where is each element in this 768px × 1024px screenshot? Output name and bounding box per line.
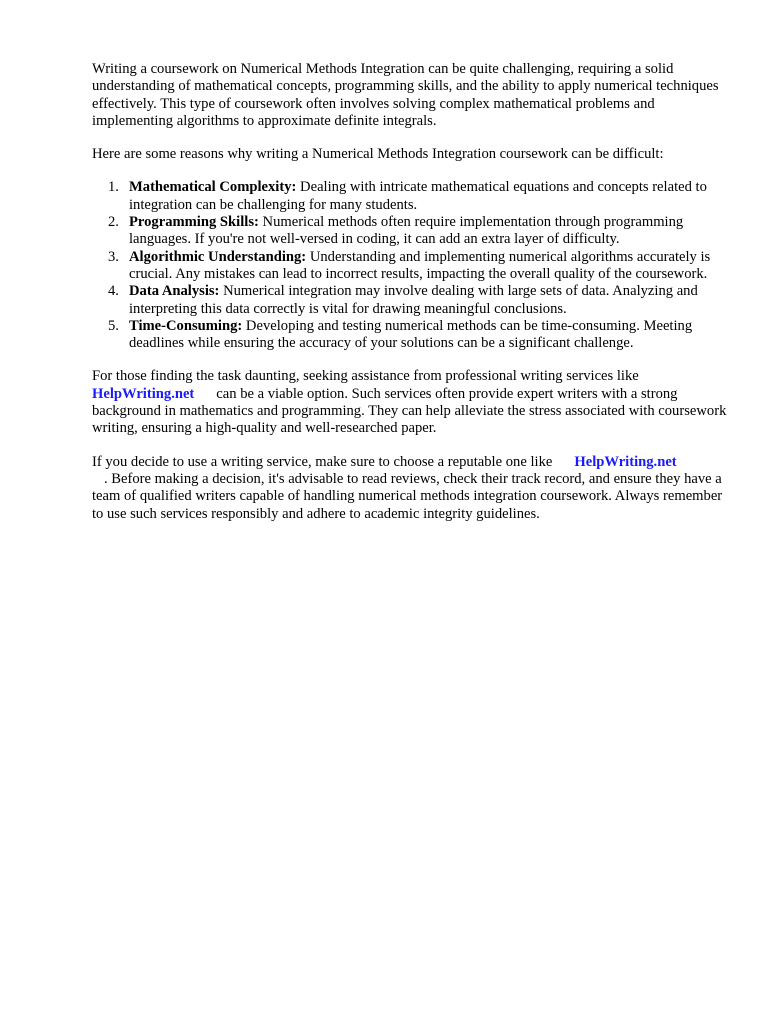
choose-paragraph-lead: If you decide to use a writing service, make sure to choose a reputable one like	[92, 453, 553, 470]
list-item-term: Time-Consuming:	[129, 317, 243, 334]
list-item	[92, 179, 728, 214]
intro-paragraph: Writing a coursework on Numerical Methods Integration can be quite challenging, requiring a solid understanding of mathematical concepts, programming skills, and the ability to apply numerical techniques effectively. This type of coursework often involves solving complex mathematical problems and implementing algorithms to approximate definite integrals.	[92, 61, 719, 129]
list-item	[92, 283, 728, 318]
list-item-text: Developing and testing numerical methods can be time-consuming. Meeting deadlines while ensuring the accuracy of your solutions can be a significant challenge.	[129, 317, 693, 352]
list-item-number: 5.	[108, 317, 119, 334]
help-paragraph-lead: For those finding the task daunting, seeking assistance from professional writing services like	[92, 368, 639, 385]
help-paragraph-rest: can be a viable option. Such services often provide expert writers with a strong background in mathematics and programming. They can help alleviate the stress associated with coursework writing, ensuring a high-quality and well-researched paper.	[92, 385, 727, 437]
list-item-text: Understanding and implementing numerical algorithms accurately is crucial. Any mistakes can lead to incorrect results, impacting the overall quality of the coursework.	[129, 248, 711, 282]
list-item-term: Programming Skills:	[129, 214, 259, 231]
list-item	[92, 318, 728, 353]
list-item-text: Dealing with intricate mathematical equations and concepts related to integration can be challenging for many students.	[129, 179, 707, 213]
helpwriting-link[interactable]: HelpWriting.net	[92, 385, 195, 402]
list-item-number: 3.	[108, 248, 119, 265]
list-item-number: 1.	[108, 179, 119, 196]
reasons-list	[92, 179, 728, 352]
list-item-text: Numerical methods often require implementation through programming languages. If you're not well-versed in coding, it can add an extra layer of difficulty.	[129, 214, 684, 248]
helpwriting-link[interactable]: HelpWriting.net	[574, 453, 677, 470]
help-paragraph	[92, 368, 728, 437]
list-item-term: Mathematical Complexity:	[129, 179, 297, 196]
choose-paragraph	[92, 454, 728, 523]
document-page	[92, 61, 728, 523]
list-item-term: Data Analysis:	[129, 283, 220, 300]
list-item-number: 2.	[108, 214, 119, 231]
list-item	[92, 214, 728, 249]
choose-paragraph-rest: . Before making a decision, it's advisable to read reviews, check their track record, and ensure they have a team of qualified writers capable of handling numerical methods integration coursework. Always remember to use such services responsibly and adhere to academic integrity guidelines.	[92, 470, 723, 522]
list-item-term: Algorithmic Understanding:	[129, 248, 307, 265]
list-item	[92, 249, 728, 284]
list-item-number: 4.	[108, 283, 119, 300]
list-item-text: Numerical integration may involve dealing with large sets of data. Analyzing and interpreting this data correctly is vital for drawing meaningful conclusions.	[129, 283, 698, 317]
reasons-lead-paragraph: Here are some reasons why writing a Numerical Methods Integration coursework can be difficult:	[92, 146, 664, 163]
